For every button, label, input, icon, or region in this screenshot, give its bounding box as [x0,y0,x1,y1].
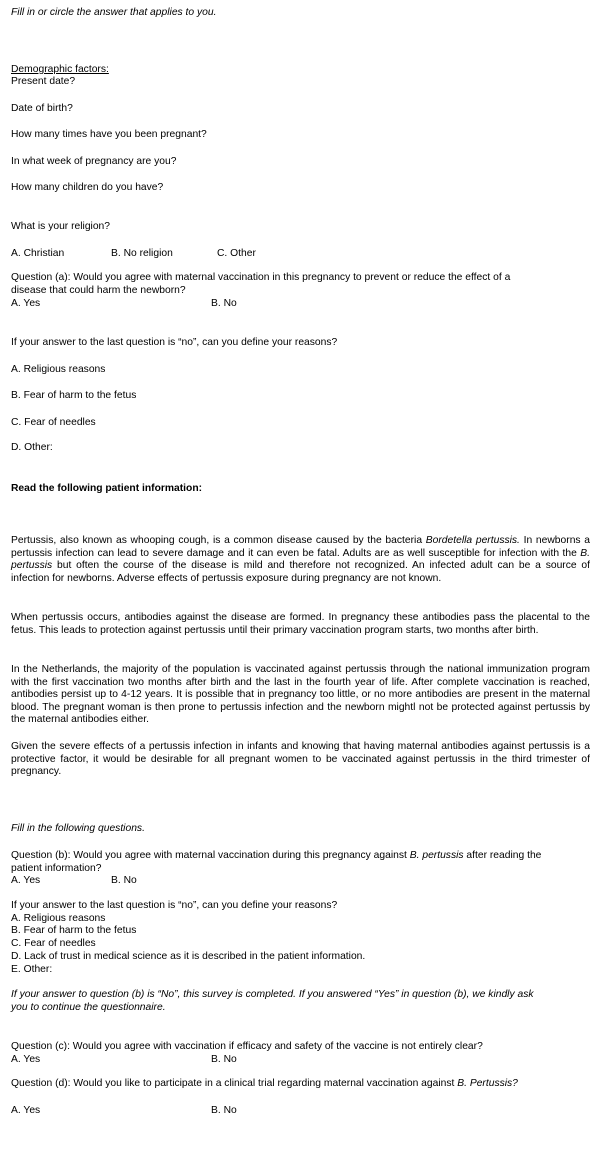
patient-info-paragraph-4: Given the severe effects of a pertussis infection in infants and knowing that having maternal antibodies against pertussis is a protective factor, it would be desirable for all pregnant women to be vaccinated against pertussis in the third trimester of pregnancy. [11,741,590,778]
question-c-text: Question (c): Would you agree with vaccination if efficacy and safety of the vaccine is not entirely clear? [11,1041,483,1052]
present-date-question: Present date? [11,76,76,87]
reasons-2-option-fetus-harm[interactable]: B. Fear of harm to the fetus [11,925,137,936]
religion-option-no-religion[interactable]: B. No religion [111,248,173,259]
question-b-no[interactable]: B. No [111,875,137,886]
patient-info-paragraph-1: Pertussis, also known as whooping cough, is a common disease caused by the bacteria Bordetella pertussis. In newborns a pertussis infection can lead to severe damage and it can even be fatal. Adults are as well susceptible for infection with the B. pertussis but often the course of the disease is mild and therefore not recognized. An infected adult can be a source of infection for newborns. Adverse effects of pertussis exposure during pregnancy are not known. [11,535,590,584]
reasons-1-option-fetus-harm[interactable]: B. Fear of harm to the fetus [11,390,137,401]
patient-info-paragraph-3: In the Netherlands, the majority of the population is vaccinated against pertussis through the national immunization program with the first vaccination two months after birth and the last in the fourth year of life. After complete vaccination is reached, antibodies persist up to 4-12 years. It is possible that in pregnancy too little, or no more antibodies are present in the maternal blood. The pregnant woman is then prone to pertussis infection and the newborn mightl not be protected against pertussis by the maternal antibodies either. [11,664,590,726]
question-a-no[interactable]: B. No [211,298,237,309]
question-a-line2: disease that could harm the newborn? [11,285,186,296]
question-d-no[interactable]: B. No [211,1105,237,1116]
patient-info-heading: Read the following patient information: [11,483,203,494]
question-b-yes[interactable]: A. Yes [11,875,41,886]
patient-info-paragraph-2: When pertussis occurs, antibodies against the disease are formed. In pregnancy these antibodies pass the placental to the fetus. This leads to protection against pertussis until their primary vaccination program starts, two months after birth. [11,612,590,636]
pregnancy-count-question: How many times have you been pregnant? [11,129,207,140]
question-c-no[interactable]: B. No [211,1054,237,1065]
question-a-yes[interactable]: A. Yes [11,298,41,309]
reasons-1-option-other[interactable]: D. Other: [11,442,53,453]
question-a-line1: Question (a): Would you agree with maternal vaccination in this pregnancy to prevent or reduce the effect of a [11,272,511,283]
reasons-2-option-other[interactable]: E. Other: [11,964,53,975]
reasons-2-option-needles[interactable]: C. Fear of needles [11,938,96,949]
question-b-line2: patient information? [11,863,102,874]
reasons-2-option-trust[interactable]: D. Lack of trust in medical science as it is described in the patient information. [11,951,366,962]
question-b-line1: Question (b): Would you agree with maternal vaccination during this pregnancy against B. pertussis after reading the [11,850,542,861]
question-c-yes[interactable]: A. Yes [11,1054,41,1065]
date-of-birth-question: Date of birth? [11,103,73,114]
reasons-1-option-needles[interactable]: C. Fear of needles [11,417,96,428]
religion-question: What is your religion? [11,221,111,232]
demographics-heading: Demographic factors: [11,64,109,75]
reasons-1-question: If your answer to the last question is “no”, can you define your reasons? [11,337,338,348]
question-d-yes[interactable]: A. Yes [11,1105,41,1116]
question-d-text: Question (d): Would you like to participate in a clinical trial regarding maternal vaccination against B. Pertussis? [11,1078,518,1089]
survey-stop-note-line2: you to continue the questionnaire. [11,1002,166,1013]
fill-following-instruction: Fill in the following questions. [11,823,145,834]
reasons-2-question: If your answer to the last question is “no”, can you define your reasons? [11,900,338,911]
children-count-question: How many children do you have? [11,182,164,193]
intro-instruction: Fill in or circle the answer that applies to you. [11,7,217,18]
religion-option-christian[interactable]: A. Christian [11,248,65,259]
survey-stop-note-line1: If your answer to question (b) is “No”, this survey is completed. If you answered “Yes” in question (b), we kindly ask [11,989,534,1000]
reasons-2-option-religious[interactable]: A. Religious reasons [11,913,106,924]
pregnancy-week-question: In what week of pregnancy are you? [11,156,177,167]
reasons-1-option-religious[interactable]: A. Religious reasons [11,364,106,375]
religion-option-other[interactable]: C. Other [217,248,256,259]
